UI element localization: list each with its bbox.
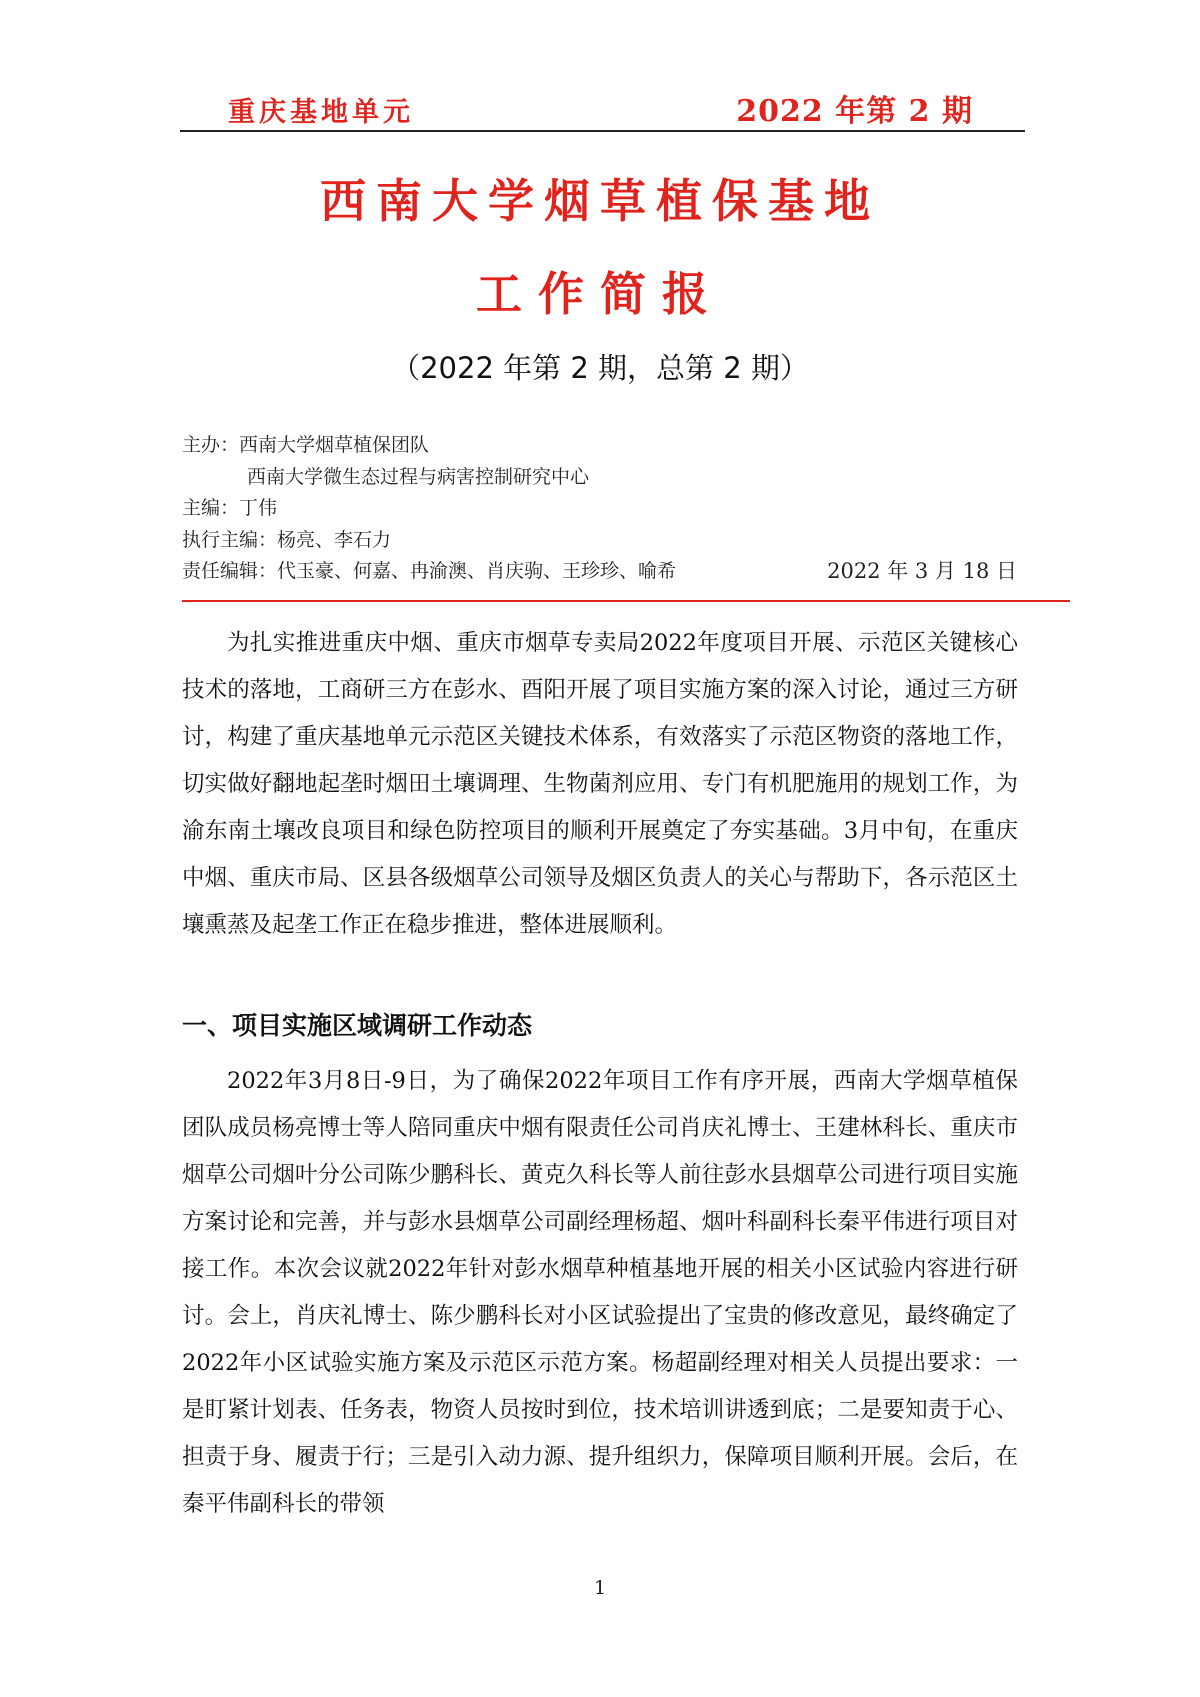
header-divider bbox=[180, 130, 1025, 132]
chief-editor-row bbox=[182, 493, 1017, 525]
section-heading: 一、项目实施区域调研工作动态 bbox=[182, 1011, 533, 1040]
page-header bbox=[180, 84, 1025, 130]
intro-section bbox=[182, 620, 1018, 996]
header-issue: 2022 年第 2 期 bbox=[736, 94, 973, 129]
sponsor-row-2 bbox=[182, 462, 1017, 494]
sponsor-row bbox=[182, 430, 1017, 462]
masthead-info bbox=[182, 430, 1017, 588]
section1-body bbox=[182, 1058, 1018, 1528]
masthead-divider bbox=[182, 600, 1070, 602]
chief-editor: 主编：丁伟 bbox=[182, 497, 278, 519]
intro-paragraph: 为扎实推进重庆中烟、重庆市烟草专卖局2022年度项目开展、示范区关键核心技术的落地，工商研三方在彭水、酉阳开展了项目实施方案的深入讨论，通过三方研讨，构建了重庆基地单元示范区关键技术体系，有效落实了示范区物资的落地工作，切实做好翻地起垄时烟田土壤调理、生物菌剂应用、专门有机肥施用的规划工作，为渝东南土壤改良项目和绿色防控项目的顺利开展奠定了夯实基础。3月中旬，在重庆中烟、重庆市局、区县各级烟草公司领导及烟区负责人的关心与帮助下，各示范区土壤熏蒸及起垄工作正在稳步推进，整体进展顺利。 bbox=[182, 630, 1018, 938]
executive-editors: 执行主编：杨亮、李石力 bbox=[182, 528, 392, 551]
responsible-editors-row bbox=[182, 556, 1017, 588]
issue-date: 2022 年 3 月 18 日 bbox=[827, 559, 1017, 583]
executive-editors-row bbox=[182, 525, 1017, 557]
page-number: 1 bbox=[593, 1577, 607, 1599]
sponsor-line1: 主办：西南大学烟草植保团队 bbox=[182, 434, 430, 456]
responsible-editors: 责任编辑：代玉豪、何嘉、冉渝澳、肖庆驹、王珍珍、喻希 bbox=[182, 560, 677, 582]
bulletin-title-line2: 工作简报 bbox=[476, 267, 724, 321]
section1-paragraph: 2022年3月8日-9日，为了确保2022年项目工作有序开展，西南大学烟草植保团队成员杨亮博士等人陪同重庆中烟有限责任公司肖庆礼博士、王建林科长、重庆市烟草公司烟叶分公司陈少鹏科长、黄克久科长等人前往彭水县烟草公司进行项目实施方案讨论和完善，并与彭水县烟草公司副经理杨超、烟叶科副科长秦平伟进行项目对接工作。本次会议就2022年针对彭水烟草种植基地开展的相关小区试验内容进行研讨。会上，肖庆礼博士、陈少鹏科长对小区试验提出了宝贵的修改意见，最终确定了2022年小区试验实施方案及示范区示范方案。杨超副经理对相关人员提出要求：一是盯紧计划表、任务表，物资人员按时到位，技术培训讲透到底；二是要知责于心、担责于身、履责于行；三是引入动力源、提升组织力，保障项目顺利开展。会后，在秦平伟副科长的带领 bbox=[182, 1068, 1018, 1517]
header-unit: 重庆基地单元 bbox=[228, 97, 414, 128]
issue-subtitle: （2022 年第 2 期，总第 2 期） bbox=[391, 351, 809, 385]
sponsor-line2: 西南大学微生态过程与病害控制研究中心 bbox=[247, 465, 590, 488]
bulletin-title-line1: 西南大学烟草植保基地 bbox=[320, 174, 880, 228]
